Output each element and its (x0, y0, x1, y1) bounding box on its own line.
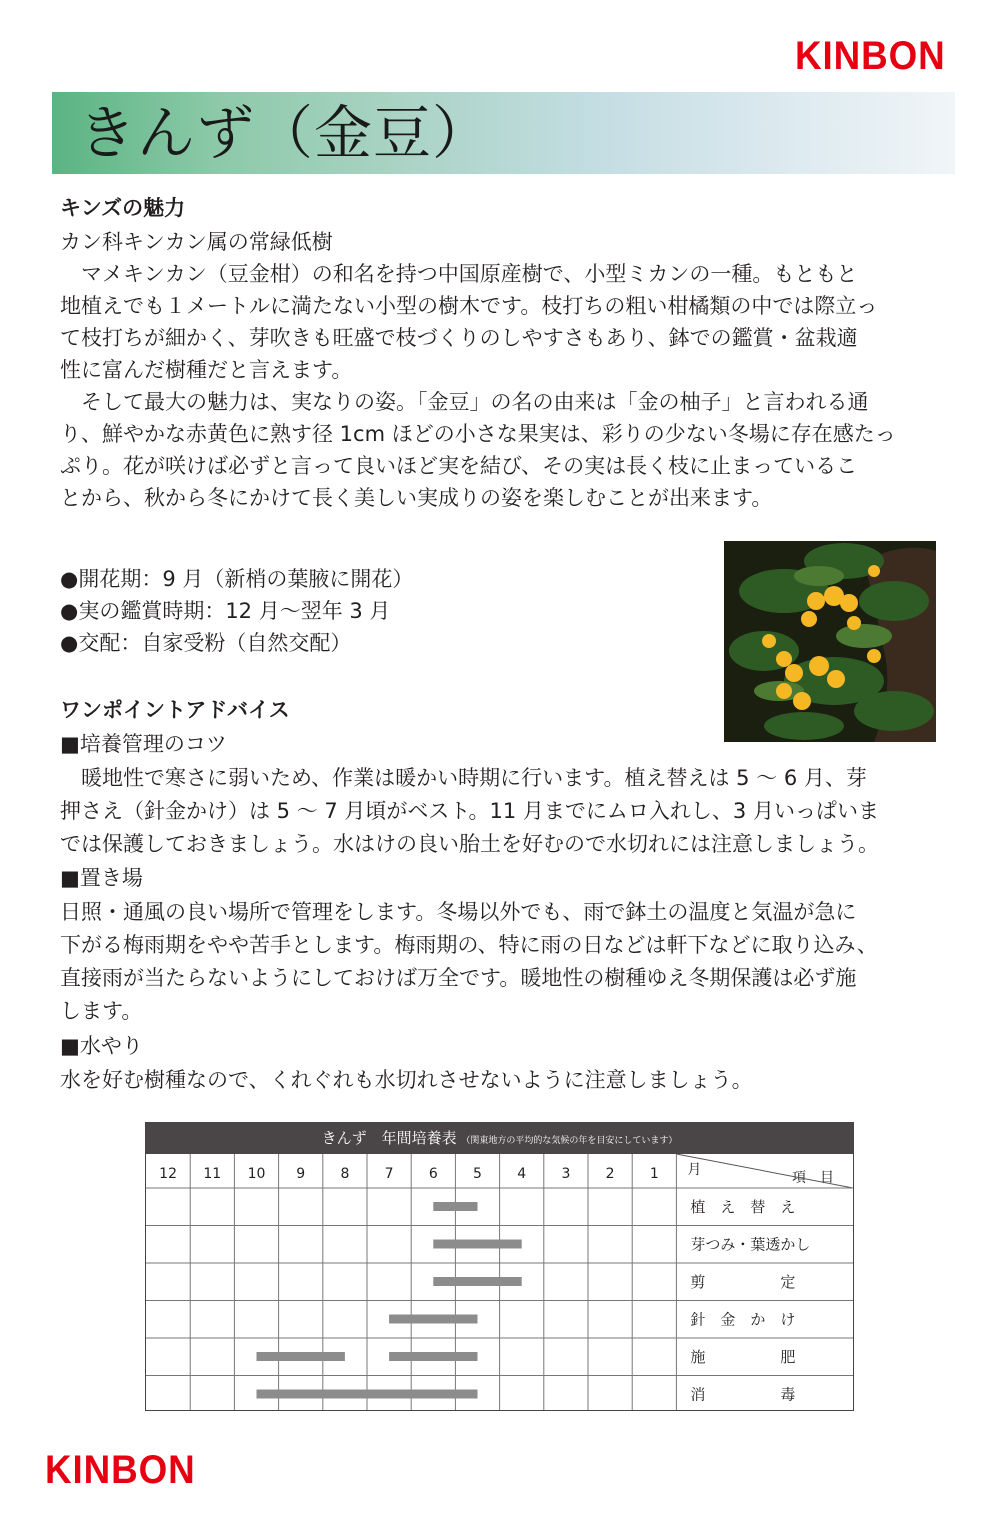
paragraph-line: り、鮮やかな赤黄色に熟す径 1cm ほどの小さな果実は、彩りの少ない冬場に存在感たっ (60, 422, 896, 446)
schedule-header (146, 1123, 853, 1154)
task-label: 施 肥 (690, 1348, 796, 1366)
paragraph-line: マメキンカン（豆金柑）の和名を持つ中国原産樹で、小型ミカンの一種。もともと (60, 262, 858, 286)
task-label: 剪 定 (690, 1273, 796, 1291)
section-heading-charm: キンズの魅力 (60, 196, 186, 220)
schedule-bar (389, 1315, 477, 1324)
species-subtitle: カン科キンカン属の常緑低樹 (60, 230, 333, 254)
paragraph-line: 日照・通風の良い場所で管理をします。冬場以外でも、雨で鉢土の温度と気温が急に (60, 900, 857, 924)
watering-heading: ■水やり (60, 1034, 143, 1058)
paragraph-line: します。 (60, 999, 143, 1023)
schedule-bar (389, 1352, 477, 1361)
month-label: 3 (561, 1166, 571, 1182)
paragraph-line: ぷり。花が咲けば必ずと言って良いほど実を結び、その実は長く枝に止まっているこ (60, 454, 858, 478)
paragraph-line: 性に富んだ樹種だと言えます。 (60, 358, 353, 382)
schedule-bar (433, 1240, 521, 1249)
placement-heading: ■置き場 (60, 866, 143, 890)
paragraph-line: ●実の鑑賞時期：12 月〜翌年 3 月 (60, 599, 391, 623)
section-heading-advice: ワンポイントアドバイス (60, 698, 290, 722)
paragraph-line: そして最大の魅力は、実なりの姿。「金豆」の名の由来は「金の柚子」と言われる通 (60, 390, 869, 414)
bonsai-photo-illustration (724, 541, 936, 742)
month-label: 2 (605, 1166, 615, 1182)
task-label: 針 金 か け (690, 1310, 796, 1329)
month-label: 4 (517, 1166, 527, 1182)
month-label: 6 (428, 1166, 438, 1182)
kinzu-bonsai-photo (724, 541, 936, 742)
schedule-bar (433, 1202, 477, 1211)
task-label: 植 え 替 え (690, 1198, 796, 1216)
paragraph-line: 暖地性で寒さに弱いため、作業は暖かい時期に行います。植え替えは 5 ～ 6 月、芽 (60, 766, 867, 790)
task-label: 芽つみ・葉透かし (690, 1235, 811, 1254)
month-label: 1 (649, 1166, 659, 1182)
schedule-note: （関東地方の平均的な気候の年を目安にしています） (461, 1136, 678, 1146)
paragraph-line: 水を好む樹種なので、くれぐれも水切れさせないように注意しましょう。 (60, 1068, 753, 1092)
schedule-bar (257, 1352, 345, 1361)
task-label: 消 毒 (690, 1385, 796, 1404)
paragraph-line: て枝打ちが細かく、芽吹きも旺盛で枝づくりのしやすさもあり、鉢での鑑賞・盆栽適 (60, 326, 858, 350)
kinbon-logo-bottom: KINBON (45, 1448, 196, 1492)
month-label: 5 (473, 1166, 482, 1182)
month-label: 10 (247, 1166, 266, 1182)
paragraph-line: では保護しておきましょう。水はけの良い胎土を好むので水切れには注意しましょう。 (60, 832, 879, 856)
month-label: 9 (296, 1166, 306, 1182)
month-label: 8 (340, 1166, 350, 1182)
cultivation-heading: ■培養管理のコツ (60, 732, 227, 756)
month-label: 11 (203, 1166, 222, 1182)
schedule-title: きんず 年間培養表 (321, 1129, 457, 1147)
paragraph-line: 押さえ（針金かけ）は 5 ～ 7 月頃がベスト。11 月までにムロ入れし、3 月いっぱいま (60, 799, 879, 823)
page-title: きんず（金豆） (78, 99, 492, 167)
paragraph-line: とから、秋から冬にかけて長く美しい実成りの姿を楽しむことが出来ます。 (60, 486, 773, 510)
schedule-bar (257, 1390, 478, 1399)
paragraph-line: 下がる梅雨期をやや苦手とします。梅雨期の、特に雨の日などは軒下などに取り込み、 (60, 933, 878, 957)
paragraph-line: ●開花期：9 月（新梢の葉腋に開花） (60, 567, 414, 591)
corner-item-label: 項 目 (792, 1170, 834, 1186)
schedule-grid (146, 1154, 853, 1410)
paragraph-line: 直接雨が当たらないようにしておけば万全です。暖地性の樹種ゆえ冬期保護は必ず施 (60, 966, 857, 990)
corner-month-label: 月 (687, 1162, 702, 1178)
paragraph-line: ●交配：自家受粉（自然交配） (60, 631, 352, 655)
month-label: 12 (159, 1166, 178, 1182)
paragraph-line: 地植えでも１メートルに満たない小型の樹木です。枝打ちの粗い柑橘類の中では際立っ (60, 294, 878, 318)
month-label: 7 (384, 1166, 394, 1182)
annual-schedule-table (145, 1122, 854, 1411)
schedule-bar (433, 1277, 521, 1286)
kinbon-logo-top: KINBON (795, 34, 946, 78)
